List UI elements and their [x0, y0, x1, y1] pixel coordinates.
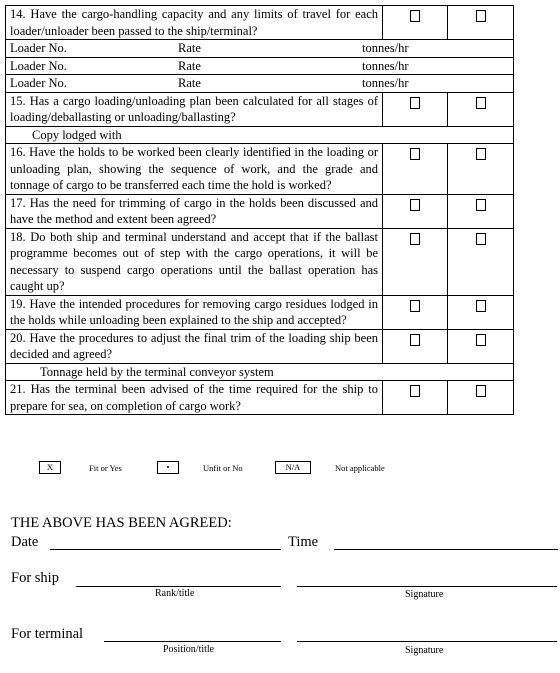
terminal-checkbox-15[interactable] — [476, 97, 486, 109]
agreement-heading: THE ABOVE HAS BEEN AGREED: — [11, 515, 232, 531]
question-17-text: 17. Has the need for trimming of cargo in the holds been discussed and have the method and extent been agreed? — [6, 194, 383, 228]
question-row-16 — [6, 144, 514, 195]
loader-unit-label: tonnes/hr — [362, 76, 409, 90]
terminal-signature-caption: Signature — [405, 645, 444, 656]
ship-checkbox-18[interactable] — [410, 233, 420, 245]
date-label: Date — [11, 534, 39, 550]
for-ship-label: For ship — [11, 570, 59, 586]
legend — [0, 461, 560, 475]
loader-row-2 — [6, 57, 514, 75]
legend-yes-box: X — [39, 461, 61, 474]
question-row-20 — [6, 329, 514, 363]
question-20-text: 20. Have the procedures to adjust the final trim of the loading ship been decided and agreed? — [6, 329, 383, 363]
ship-checkbox-17[interactable] — [410, 199, 420, 211]
terminal-checkbox-18[interactable] — [476, 233, 486, 245]
loader-no-label: Loader No. — [10, 41, 67, 55]
question-16-text: 16. Have the holds to be worked been clearly identified in the loading or unloading plan, showing the sequence of work, and the grade and tonnage of cargo to be transferred each time the hold is worked? — [6, 144, 383, 195]
question-15-text: 15. Has a cargo loading/unloading plan been calculated for all stages of loading/deballasting or unloading/ballasting? — [6, 92, 383, 126]
ship-rank-field[interactable] — [76, 586, 281, 587]
loader-rate-label: Rate — [178, 58, 201, 73]
position-title-caption: Position/title — [163, 644, 215, 655]
legend-na-text: Not applicable — [335, 463, 385, 473]
terminal-position-field[interactable] — [104, 641, 281, 642]
tonnage-held-row — [6, 363, 514, 381]
terminal-signature-field[interactable] — [297, 641, 557, 642]
ship-checkbox-20[interactable] — [410, 334, 420, 346]
legend-no-box: • — [157, 461, 179, 474]
loader-row-3 — [6, 75, 514, 93]
loader-unit-label: tonnes/hr — [362, 58, 409, 73]
legend-na-box: N/A — [275, 461, 311, 474]
question-14-text: 14. Have the cargo-handling capacity and any limits of travel for each loader/unloader been passed to the ship/terminal? — [6, 6, 383, 40]
loader-no-label: Loader No. — [10, 58, 67, 73]
ship-checkbox-21[interactable] — [410, 385, 420, 397]
terminal-checkbox-14[interactable] — [476, 10, 486, 22]
terminal-checkbox-19[interactable] — [476, 300, 486, 312]
legend-no-text: Unfit or No — [203, 463, 243, 473]
question-row-15 — [6, 92, 514, 126]
ship-checkbox-19[interactable] — [410, 300, 420, 312]
loader-row-1 — [6, 40, 514, 58]
rank-title-caption: Rank/title — [155, 588, 195, 599]
ship-checkbox-16[interactable] — [410, 148, 420, 160]
cargo-checklist-table — [5, 5, 514, 415]
loader-rate-label: Rate — [178, 76, 201, 90]
question-19-text: 19. Have the intended procedures for removing cargo residues lodged in the holds while unloading been explained to the ship and accepted? — [6, 295, 383, 329]
loader-no-label: Loader No. — [10, 76, 67, 90]
ship-checkbox-15[interactable] — [410, 97, 420, 109]
time-field[interactable] — [334, 549, 558, 550]
question-row-18 — [6, 228, 514, 295]
question-row-17 — [6, 194, 514, 228]
tonnage-held-label: Tonnage held by the terminal conveyor system — [6, 363, 514, 381]
question-18-text: 18. Do both ship and terminal understand and accept that if the ballast programme becomes out of step with the cargo operations, it will be necessary to suspend cargo operations until the ballast operation has caught up? — [6, 228, 383, 295]
terminal-checkbox-21[interactable] — [476, 385, 486, 397]
question-row-19 — [6, 295, 514, 329]
question-row-14 — [6, 6, 514, 40]
terminal-checkbox-17[interactable] — [476, 199, 486, 211]
ship-checkbox-14[interactable] — [410, 10, 420, 22]
terminal-checkbox-16[interactable] — [476, 148, 486, 160]
for-terminal-label: For terminal — [11, 626, 84, 642]
ship-signature-caption: Signature — [405, 589, 444, 600]
ship-signature-field[interactable] — [297, 586, 557, 587]
legend-yes-text: Fit or Yes — [89, 463, 122, 473]
time-label: Time — [288, 534, 319, 550]
terminal-checkbox-20[interactable] — [476, 334, 486, 346]
loader-unit-label: tonnes/hr — [362, 41, 409, 55]
date-field[interactable] — [50, 549, 281, 550]
loader-rate-label: Rate — [178, 41, 201, 55]
copy-lodged-label: Copy lodged with — [6, 126, 514, 144]
question-row-21 — [6, 381, 514, 415]
copy-lodged-row — [6, 126, 514, 144]
question-21-text: 21. Has the terminal been advised of the time required for the ship to prepare for sea, on completion of cargo work? — [6, 381, 383, 415]
